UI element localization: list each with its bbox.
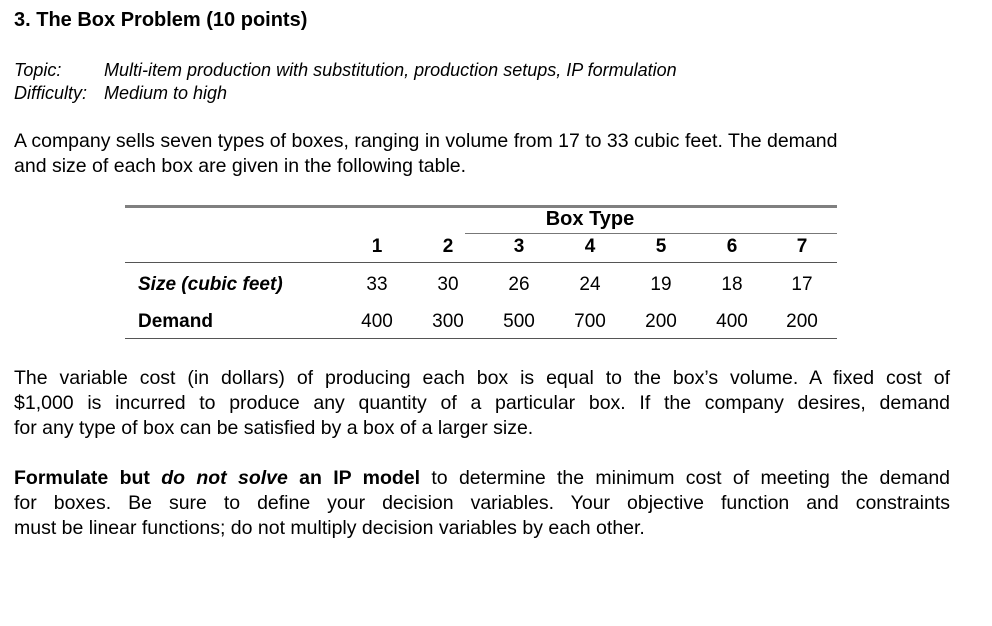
column-header: 4 (584, 236, 596, 257)
intro-paragraph (14, 129, 950, 179)
table-cell: 200 (645, 311, 677, 332)
table-cell: 17 (791, 274, 813, 295)
instruction-bold-2: an IP model (287, 467, 421, 489)
table-cell: 24 (579, 274, 601, 295)
table-bottom-rule (125, 338, 837, 339)
instruction-rest-1: to determine the minimum cost of meeting the demand (420, 467, 951, 489)
table-cell: 18 (721, 274, 743, 295)
difficulty-value: Medium to high (104, 83, 228, 103)
row-label: Demand (138, 311, 213, 332)
table-cell: 300 (432, 311, 464, 332)
cost-paragraph (14, 366, 950, 441)
topic-value: Multi-item production with substitution, production setups, IP formulation (104, 60, 677, 80)
table-cell: 700 (574, 311, 606, 332)
intro-line-1: A company sells seven types of boxes, ranging in volume from 17 to 33 cubic feet. The demand (14, 130, 838, 152)
cost-line-2: $1,000 is incurred to produce any quantity of a particular box. If the company desires, demand (14, 392, 950, 414)
header-bottom-rule (125, 262, 837, 263)
topic-label: Topic: (14, 60, 62, 80)
box-table (125, 205, 837, 340)
intro-line-2: and size of each box are given in the following table. (14, 155, 467, 177)
table-cell: 30 (437, 274, 459, 295)
box-type-header: Box Type (545, 208, 635, 230)
column-header: 2 (442, 236, 454, 257)
table-cell: 19 (650, 274, 672, 295)
column-header: 5 (655, 236, 667, 257)
table-cell: 33 (366, 274, 388, 295)
cost-line-3: for any type of box can be satisfied by a box of a larger size. (14, 417, 534, 439)
table-cell: 200 (786, 311, 818, 332)
row-label: Size (cubic feet) (138, 274, 283, 295)
instruction-paragraph (14, 466, 950, 541)
problem-title: 3. The Box Problem (10 points) (14, 9, 308, 31)
instruction-line-2: for boxes. Be sure to define your decision variables. Your objective function and constraints (14, 492, 950, 514)
instruction-bold-1: Formulate but (14, 467, 162, 489)
instruction-bold-italic: do not solve (161, 467, 288, 489)
column-header: 6 (726, 236, 738, 257)
table-top-rule (125, 205, 837, 208)
table-cell: 500 (503, 311, 535, 332)
instruction-line-1 (14, 466, 950, 491)
column-header: 7 (796, 236, 808, 257)
table-cell: 26 (508, 274, 530, 295)
column-header: 1 (371, 236, 383, 257)
box-type-rule (465, 233, 837, 234)
table-cell: 400 (361, 311, 393, 332)
column-header: 3 (513, 236, 525, 257)
difficulty-label: Difficulty: (14, 83, 88, 103)
instruction-line-3: must be linear functions; do not multiply decision variables by each other. (14, 517, 645, 539)
cost-line-1: The variable cost (in dollars) of producing each box is equal to the box’s volume. A fixed cost of (14, 367, 950, 389)
table-cell: 400 (716, 311, 748, 332)
